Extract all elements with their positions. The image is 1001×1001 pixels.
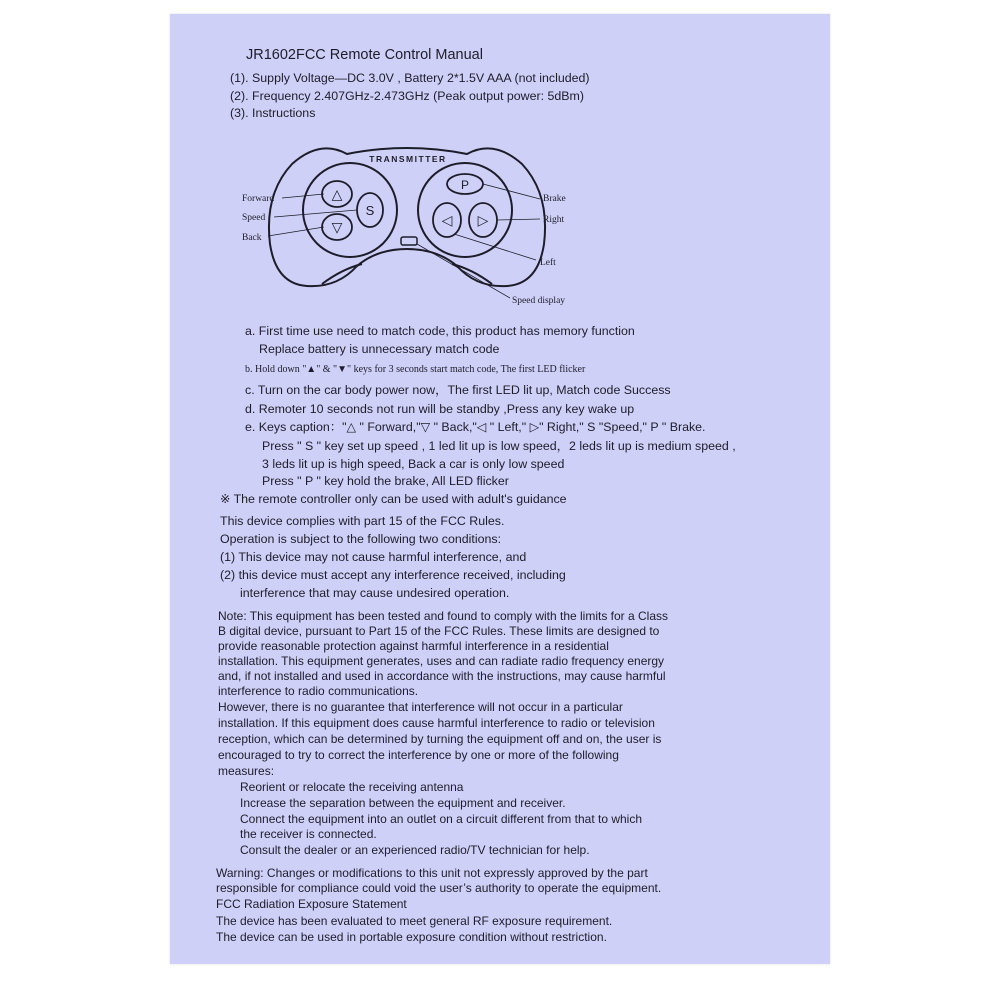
- fcc-note-line5: and, if not installed and used in accordance with the instructions, may cause harmful: [218, 669, 666, 683]
- label-brake: Brake: [543, 194, 566, 204]
- step-b: b. Hold down "▲" & "▼" keys for 3 seconds start match code, The first LED flicker: [245, 364, 586, 375]
- transmitter-label: TRANSMITTER: [369, 154, 447, 164]
- back-button-glyph: ▽: [331, 220, 343, 236]
- left-button-glyph: ◁: [441, 213, 453, 229]
- spec-frequency: (2). Frequency 2.407GHz-2.473GHz (Peak output power: 5dBm): [230, 89, 584, 103]
- step-e-line3: 3 leds lit up is high speed, Back a car is only low speed: [262, 457, 565, 471]
- speed-display-led: [401, 237, 417, 245]
- spec-instructions: (3). Instructions: [230, 106, 316, 120]
- fcc-condition-2-cont: interference that may cause undesired operation.: [240, 586, 510, 600]
- step-d: d. Remoter 10 seconds not run will be standby ,Press any key wake up: [245, 402, 635, 416]
- label-forward: Forward: [242, 194, 275, 204]
- step-e-line2: Press " S " key set up speed , 1 led lit up is low speed，2 leds lit up is medium speed ,: [262, 439, 736, 453]
- fcc-measure-1: Reorient or relocate the receiving antenna: [240, 780, 464, 794]
- fcc-note-line1: Note: This equipment has been tested and found to comply with the limits for a Class: [218, 609, 669, 623]
- fcc-compliance: This device complies with part 15 of the FCC Rules.: [220, 514, 505, 528]
- fcc-however-line4: encouraged to try to correct the interference by one or more of the following: [218, 748, 619, 762]
- fcc-radiation-line1: The device has been evaluated to meet general RF exposure requirement.: [216, 914, 613, 928]
- fcc-conditions: Operation is subject to the following two conditions:: [220, 532, 502, 546]
- fcc-however-line3: reception, which can be determined by turning the equipment off and on, the user is: [218, 732, 662, 746]
- label-left: Left: [540, 258, 556, 268]
- step-a-line2: Replace battery is unnecessary match code: [259, 342, 500, 356]
- right-button-glyph: ▷: [477, 213, 489, 229]
- fcc-warning-line2: responsible for compliance could void the user’s authority to operate the equipment.: [216, 881, 662, 895]
- fcc-note-line2: B digital device, pursuant to Part 15 of the FCC Rules. These limits are designed to: [218, 624, 660, 638]
- fcc-condition-1: (1) This device may not cause harmful interference, and: [220, 550, 527, 564]
- transmitter-diagram: [232, 134, 582, 319]
- fcc-warning-line1: Warning: Changes or modifications to this unit not expressly approved by the part: [216, 866, 648, 880]
- transmitter-drawing: [232, 134, 582, 319]
- fcc-condition-2: (2) this device must accept any interference received, including: [220, 568, 566, 582]
- transmitter-body: [269, 148, 545, 286]
- fcc-however-line5: measures:: [218, 764, 275, 778]
- fcc-radiation-title: FCC Radiation Exposure Statement: [216, 897, 407, 911]
- brake-button-glyph: P: [460, 178, 470, 192]
- fcc-radiation-line2: The device can be used in portable exposure condition without restriction.: [216, 930, 607, 944]
- fcc-measure-3-cont: the receiver is connected.: [240, 827, 377, 841]
- fcc-note-line4: installation. This equipment generates, uses and can radiate radio frequency energy: [218, 654, 665, 668]
- fcc-note-line3: provide reasonable protection against harmful interference in a residential: [218, 639, 609, 653]
- fcc-however-line1: However, there is no guarantee that interference will not occur in a particular: [218, 700, 623, 714]
- fcc-measure-4: Consult the dealer or an experienced radio/TV technician for help.: [240, 843, 590, 857]
- manual-sheet: [170, 14, 830, 964]
- label-speed: Speed: [242, 213, 266, 223]
- fcc-however-line2: installation. If this equipment does cause harmful interference to radio or television: [218, 716, 655, 730]
- label-speed-display: Speed display: [512, 296, 566, 306]
- speed-button-glyph: S: [365, 203, 375, 218]
- fcc-measure-3: Connect the equipment into an outlet on a circuit different from that to which: [240, 812, 643, 826]
- step-a-line1: a. First time use need to match code, this product has memory function: [245, 324, 635, 338]
- spec-supply-voltage: (1). Supply Voltage—DC 3.0V , Battery 2*1.5V AAA (not included): [230, 71, 590, 85]
- forward-button-glyph: △: [331, 187, 343, 203]
- adult-guidance-note: ※ The remote controller only can be used with adult's guidance: [220, 492, 567, 506]
- manual-title: JR1602FCC Remote Control Manual: [246, 47, 483, 63]
- step-c: c. Turn on the car body power now，The first LED lit up, Match code Success: [245, 383, 671, 397]
- label-right: Right: [543, 215, 565, 225]
- step-e-line1: e. Keys caption："△ " Forward,"▽ " Back,"◁ " Left," ▷" Right," S "Speed," P " Brake.: [245, 420, 706, 434]
- step-e-line4: Press " P " key hold the brake, All LED flicker: [262, 474, 509, 488]
- fcc-measure-2: Increase the separation between the equipment and receiver.: [240, 796, 566, 810]
- fcc-note-line6: interference to radio communications.: [218, 684, 419, 698]
- label-back: Back: [242, 233, 262, 243]
